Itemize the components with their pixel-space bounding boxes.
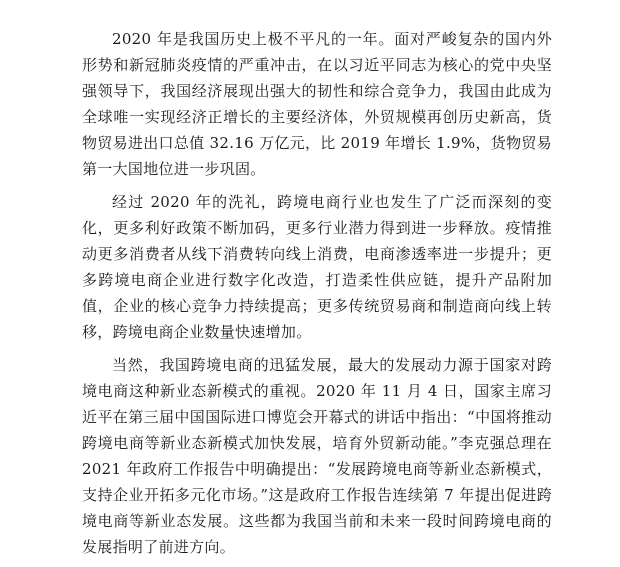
paragraph-2: 经过 2020 年的洗礼，跨境电商行业也发生了广泛而深刻的变化，更多利好政策不断加码，更多行业潜力得到进一步释放。疫情推动更多消费者从线下消费转向线上消费，电商渗透率进一步提升；更多跨境电商企业进行数字化改造，打造柔性供应链，提升产品附加值，企业的核心竞争力持续提高；更多传统贸易商和制造商向线上转移，跨境电商企业数量快速增加。 (82, 193, 552, 341)
paragraph-1: 2020 年是我国历史上极不平凡的一年。面对严峻复杂的国内外形势和新冠肺炎疫情的严重冲击，在以习近平同志为核心的党中央坚强领导下，我国经济展现出强大的韧性和综合竞争力，我国由此成为全球唯一实现经济正增长的主要经济体，外贸规模再创历史新高，货物贸易进出口总值 32.16 万亿元，比 2019 年增长 1.9%，货物贸易第一大国地位进一步巩固。 (82, 30, 552, 178)
document-body (82, 26, 552, 567)
paragraph-3: 当然，我国跨境电商的迅猛发展，最大的发展动力源于国家对跨境电商这种新业态新模式的重视。2020 年 11 月 4 日，国家主席习近平在第三届中国国际进口博览会开幕式的讲话中指出：“中国将推动跨境电商等新业态新模式加快发展，培育外贸新动能。”李克强总理在 2021 年政府工作报告中明确提出：“发展跨境电商等新业态新模式，支持企业开拓多元化市场。”这是政府工作报告连续第 7 年提出促进跨境电商等新业态发展。这些都为我国当前和未来一段时间跨境电商的发展指明了前进方向。 (82, 356, 552, 556)
